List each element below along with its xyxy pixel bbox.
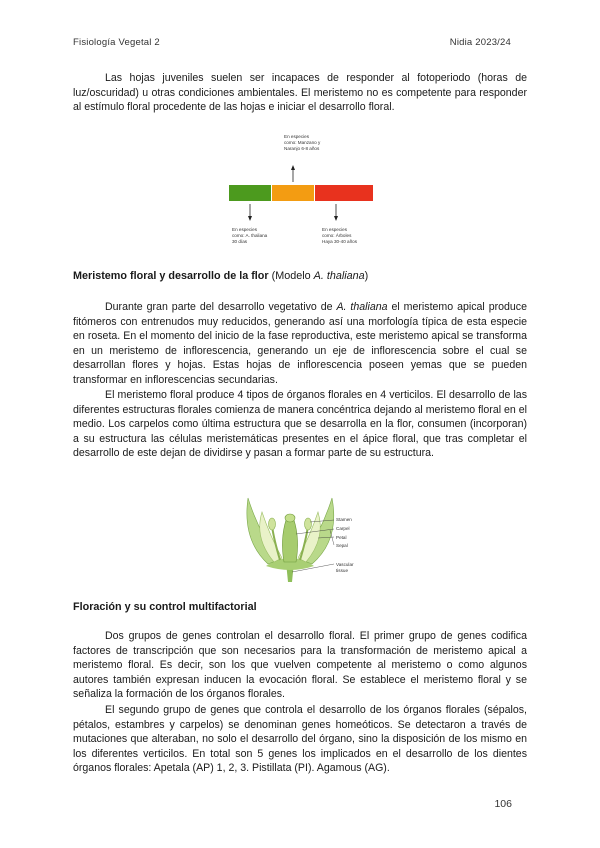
header-left: Fisiología Vegetal 2: [73, 37, 160, 48]
left-label-line: En especies: [232, 227, 258, 232]
heading-italic: A. thaliana: [313, 270, 365, 282]
label-sepal: Sepal: [336, 543, 348, 548]
left-label-line: como: A. thaliana: [232, 232, 268, 238]
paragraph-juvenile-leaves: [73, 71, 527, 115]
left-label-line: 30 días: [232, 238, 248, 244]
paragraph-text: Dos grupos de genes controlan el desarrollo floral. El primer grupo de genes codifica factores de transcripción que son necesarios para la transformación de meristemo apical a meristemo floral. Es decir, son los que vuelven competente al meristemo o como algunos autores también expresan inducen la evocación floral. Se establece el meristemo floral y se señaliza la formación de los órganos florales.: [73, 630, 527, 701]
paragraph-gene-groups: [73, 629, 527, 702]
page-number: 106: [494, 798, 512, 810]
bar-orange-segment: [272, 185, 314, 201]
right-label-line: como: Árboles: [322, 232, 352, 238]
right-label-line: En especies: [322, 227, 348, 232]
top-label-line: como: Manzano y: [284, 139, 321, 145]
top-label: [284, 134, 320, 151]
right-label: [322, 227, 357, 244]
bar-green-segment: [229, 185, 271, 201]
top-label-line: En especies: [284, 134, 310, 139]
species-name: A. thaliana: [336, 301, 388, 313]
figure-juvenile-phase: [226, 130, 376, 250]
paragraph-vegetative-development: [73, 300, 527, 388]
paragraph-text: Las hojas juveniles suelen ser incapaces de responder al fotoperiodo (horas de luz/oscuridad) u otras condiciones ambientales. El meristemo no es competente para responder al estímulo floral procedente de las hojas e iniciar el desarrollo floral.: [73, 72, 527, 114]
arrow-down-icon: [248, 216, 252, 221]
header-right: Nidia 2023/24: [449, 37, 511, 48]
heading-flowering-control: Floración y su control multifactorial: [73, 601, 257, 613]
heading-normal: ): [364, 270, 369, 282]
arrow-up-icon: [291, 165, 295, 170]
figure-flower-section: [236, 490, 366, 582]
top-label-line: Naranjo 6-8 años: [284, 145, 320, 151]
heading-bold: Meristemo floral y desarrollo de la flor: [73, 270, 269, 282]
paragraph-text: el meristemo apical produce fitómeros con entrenudos muy reducidos, generando así una morfología típica de esta especie en roseta. En el momento del inicio de la fase reproductiva, este meristemo apical se transforma en un meristemo de inflorescencia, generando un eje de inflorescencia sobre el cual se desarrollan flores y hojas. Estas hojas de inflorescencia poseen yemas que se pueden transformar en inflorescencias secundarias.: [73, 301, 528, 386]
right-label-line: Haya 30-40 años: [322, 238, 357, 244]
heading-normal: (Modelo: [268, 270, 314, 282]
arrow-down-icon: [334, 216, 338, 221]
paragraph-text: El meristemo floral produce 4 tipos de órganos florales en 4 verticilos. El desarrollo de las diferentes estructuras florales comienza de manera concéntrica dejando al meristemo floral en el medio. Los carpelos como última estructura que se desarrolla en la flor, consumen (incorporan) a su estructura las células meristemáticas presentes en el ápice floral, que tras completar el desarrollo de este dejan de dividirse y pasan a formar parte de su estructura.: [73, 389, 527, 460]
paragraph-text: El segundo grupo de genes que controla el desarrollo de los órganos florales (sépalos, pétalos, estambres y carpelos) se denominan genes homeóticos. Se detectaron a través de mutaciones que alteraban, no solo el desarrollo del órgano, sino la disposición de los mismo en los diferentes verticilos. En total son 5 genes los implicados en el desarrollo de los dientes órganos florales: Apetala (AP) 1, 2, 3. Pistillata (PI). Agamous (AG).: [73, 704, 527, 775]
paragraph-text: Durante gran parte del desarrollo vegetativo de: [105, 301, 337, 313]
heading-floral-meristem: [73, 270, 368, 282]
label-carpel: Carpel: [336, 526, 350, 531]
paragraph-floral-organs: [73, 388, 527, 461]
label-vascular-tissue: Vascular tissue: [336, 562, 354, 573]
left-label: [232, 227, 267, 244]
label-stamen: Stamen: [336, 517, 352, 522]
bar-red-segment: [315, 185, 373, 201]
label-petal: Petal: [336, 535, 347, 540]
paragraph-homeotic-genes: [73, 703, 527, 776]
